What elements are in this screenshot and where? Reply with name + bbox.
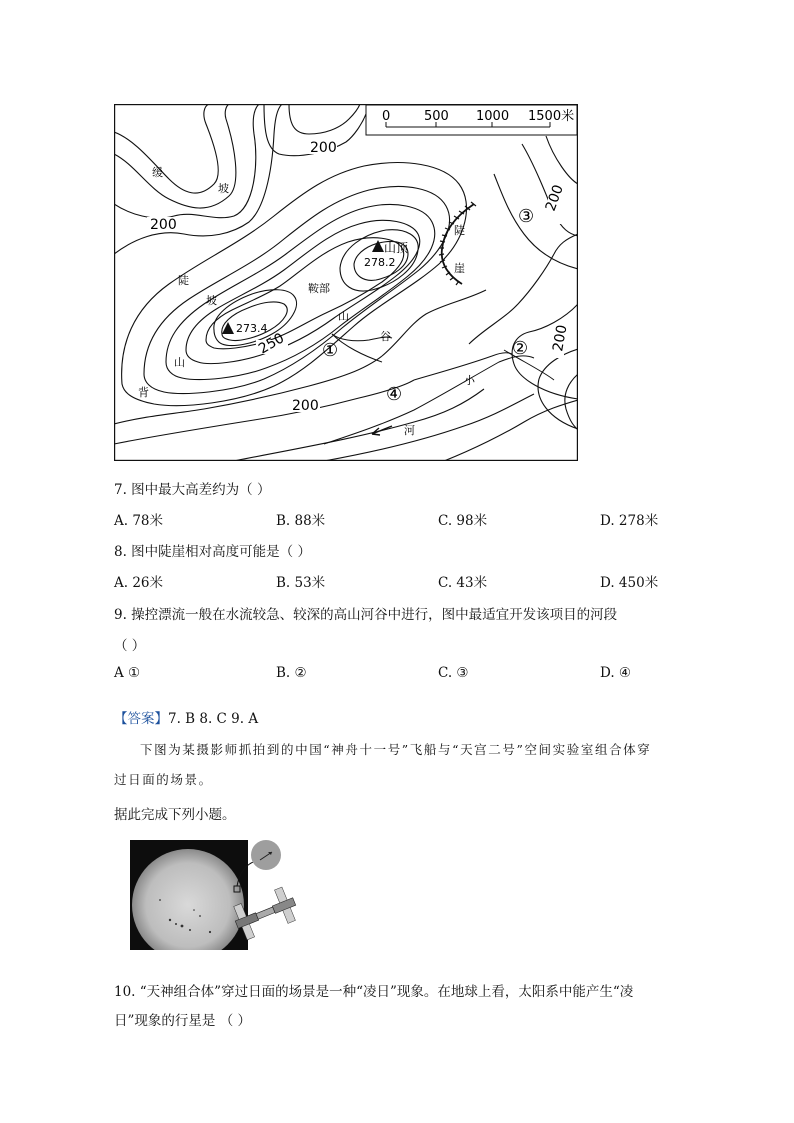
- question-9-bracket: （ ）: [114, 638, 146, 654]
- q9-option-b[interactable]: B. ②: [276, 665, 307, 681]
- passage-line-3: 据此完成下列小题。: [114, 807, 236, 823]
- q7-option-a[interactable]: A. 78米: [114, 513, 164, 529]
- peak-elevation-278: 278.2: [364, 256, 396, 269]
- q9-option-c[interactable]: C. ③: [438, 665, 469, 681]
- contour-label-200-right: 200: [542, 182, 567, 214]
- label-slope-left: 坡: [206, 294, 217, 307]
- answer-line: [114, 707, 258, 727]
- question-9-stem: 9. 操控漂流一般在水流较急、较深的高山河谷中进行，图中最适宜开发该项目的河段: [114, 607, 618, 623]
- question-10-line-1: 10. “天神组合体”穿过日面的场景是一种“凌日”现象。在地球上看，太阳系中能产生“凌: [114, 984, 634, 1000]
- label-back-shan: 山: [174, 356, 185, 369]
- q9-option-a[interactable]: A ①: [114, 665, 141, 681]
- q9-option-d[interactable]: D. ④: [600, 665, 632, 681]
- scale-bar: [366, 105, 577, 135]
- scale-tick-500: 500: [424, 109, 449, 124]
- scale-tick-1500: 1500米: [528, 109, 575, 124]
- answer-tag: 【答案】: [114, 711, 168, 727]
- passage-line-1: 下图为某摄影师抓拍到的中国“神舟十一号”飞船与“天宫二号”空间实验室组合体穿: [140, 742, 652, 757]
- label-slope-top: 坡: [218, 182, 229, 195]
- label-cliff-steep: 陡: [454, 224, 465, 237]
- marker-1: ①: [322, 340, 339, 361]
- passage-line-2: 过日面的场景。: [114, 772, 213, 787]
- q8-option-d[interactable]: D. 450米: [600, 575, 659, 591]
- q7-option-d[interactable]: D. 278米: [600, 513, 659, 529]
- contour-label-200-left: 200: [150, 217, 177, 233]
- label-valley-shan: 山: [338, 310, 349, 323]
- q8-option-a[interactable]: A. 26米: [114, 575, 164, 591]
- question-8-stem: 8. 图中陡崖相对高度可能是（ ）: [114, 544, 311, 560]
- q7-option-c[interactable]: C. 98米: [438, 513, 488, 529]
- q8-option-c[interactable]: C. 43米: [438, 575, 488, 591]
- peak-elevation-273: 273.4: [236, 322, 268, 335]
- label-saddle: 鞍部: [308, 282, 330, 295]
- topographic-map: [114, 104, 578, 461]
- peak-label: 山顶: [384, 241, 409, 255]
- contour-label-250: 250: [256, 330, 288, 358]
- q8-option-b[interactable]: B. 53米: [276, 575, 326, 591]
- peak-west: [222, 322, 268, 335]
- contour-label-200-bottom: 200: [292, 398, 319, 414]
- question-10-line-2: 日”现象的行星是 （ ）: [114, 1013, 251, 1029]
- marker-3: ③: [518, 206, 535, 227]
- contour-label-200-top: 200: [310, 140, 337, 156]
- label-back-bei: 背: [138, 386, 149, 399]
- label-valley-gu: 谷: [380, 330, 391, 343]
- q7-option-b[interactable]: B. 88米: [276, 513, 326, 529]
- label-river-he: 河: [404, 424, 415, 437]
- zoom-circle: [251, 840, 281, 870]
- label-steep-left: 陡: [178, 274, 189, 287]
- label-gentle: 缓: [152, 166, 163, 179]
- answer-text: 7. B 8. C 9. A: [168, 711, 259, 727]
- marker-2: ②: [512, 338, 529, 359]
- label-river-xiao: 小: [464, 374, 475, 387]
- marker-4: ④: [386, 384, 403, 405]
- contour-label-200-lower-right: 200: [550, 323, 571, 353]
- question-7-stem: 7. 图中最大高差约为（ ）: [114, 482, 271, 498]
- scale-tick-1000: 1000: [476, 109, 510, 124]
- sun-transit-photo: [130, 840, 302, 952]
- scale-tick-0: 0: [382, 109, 391, 124]
- label-cliff-ya: 崖: [454, 262, 465, 275]
